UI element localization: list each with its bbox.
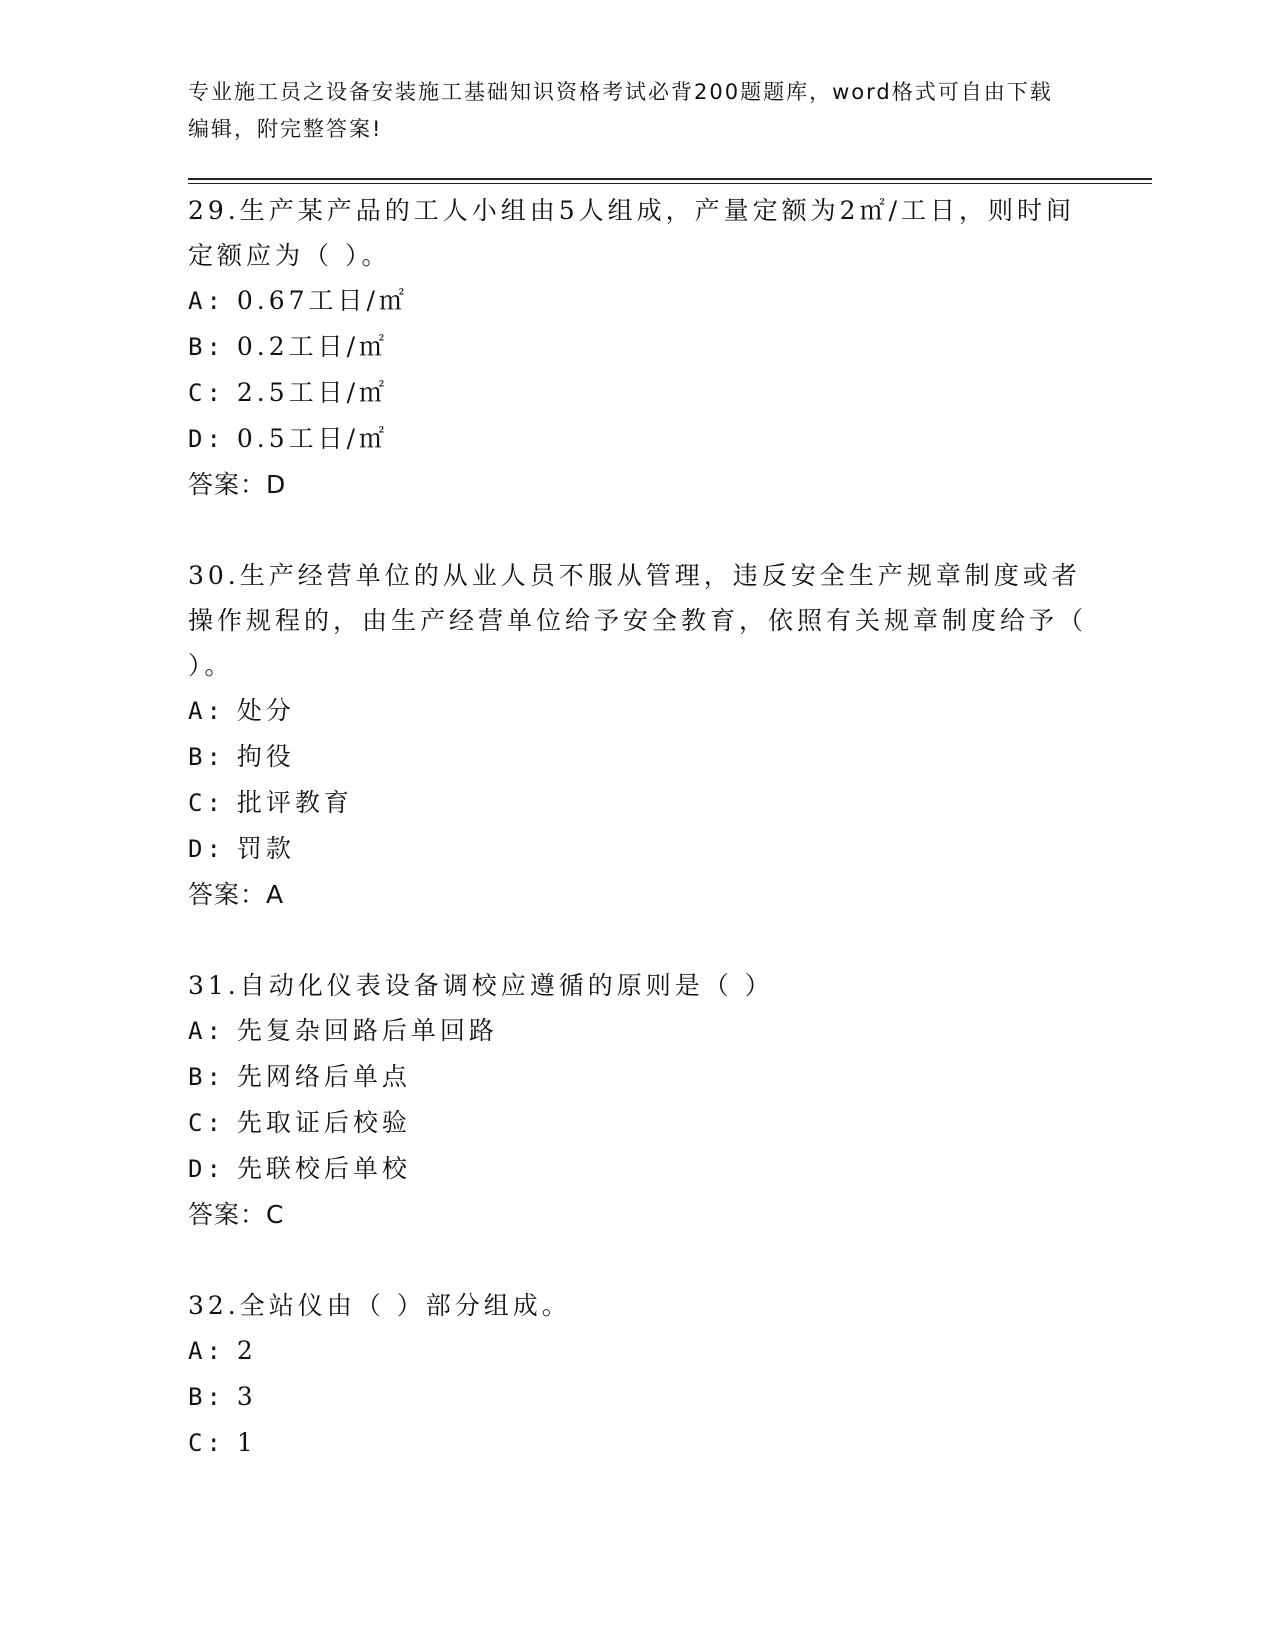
option-a bbox=[188, 1008, 1088, 1054]
option-text: 0.2工日/㎡ bbox=[236, 332, 389, 361]
question-text: 30.生产经营单位的从业人员不服从管理，违反安全生产规章制度或者操作规程的，由生产经营单位给予安全教育，依照有关规章制度给予（ ）。 bbox=[188, 561, 1088, 680]
option-text: 3 bbox=[236, 1382, 257, 1411]
option-letter: D: bbox=[188, 835, 225, 863]
option-c bbox=[188, 370, 1088, 416]
option-text: 2 bbox=[236, 1336, 257, 1365]
question-30 bbox=[188, 553, 1088, 917]
option-text: 拘役 bbox=[236, 742, 295, 771]
option-text: 2.5工日/㎡ bbox=[236, 378, 389, 407]
option-letter: A: bbox=[188, 1017, 225, 1045]
option-letter: C: bbox=[188, 789, 225, 817]
option-letter: D: bbox=[188, 425, 225, 453]
option-text: 罚款 bbox=[236, 834, 295, 863]
option-c bbox=[188, 1100, 1088, 1146]
option-a bbox=[188, 688, 1088, 734]
question-text: 31.自动化仪表设备调校应遵循的原则是（ ） bbox=[188, 971, 774, 1000]
option-text: 0.5工日/㎡ bbox=[236, 424, 389, 453]
option-b bbox=[188, 1374, 1088, 1420]
option-letter: A: bbox=[188, 697, 225, 725]
option-letter: A: bbox=[188, 1337, 225, 1365]
option-b bbox=[188, 734, 1088, 780]
header-rule-thin bbox=[188, 183, 1152, 184]
question-text: 29.生产某产品的工人小组由5人组成，产量定额为2㎡/工日，则时间定额应为（ ）。 bbox=[188, 196, 1075, 270]
option-a bbox=[188, 278, 1088, 324]
option-letter: C: bbox=[188, 379, 225, 407]
option-b bbox=[188, 1054, 1088, 1100]
option-c bbox=[188, 780, 1088, 826]
option-d bbox=[188, 1146, 1088, 1192]
option-d bbox=[188, 826, 1088, 872]
option-text: 先网络后单点 bbox=[236, 1062, 411, 1091]
option-text: 先复杂回路后单回路 bbox=[236, 1016, 498, 1045]
option-c bbox=[188, 1420, 1088, 1466]
option-text: 处分 bbox=[236, 696, 295, 725]
document-header: 专业施工员之设备安装施工基础知识资格考试必背200题题库，word格式可自由下载编辑，附完整答案! bbox=[188, 80, 1053, 141]
option-a bbox=[188, 1328, 1088, 1374]
question-32 bbox=[188, 1283, 1088, 1466]
option-letter: C: bbox=[188, 1429, 225, 1457]
answer-line: 答案：C bbox=[188, 1200, 285, 1229]
option-letter: B: bbox=[188, 743, 225, 771]
option-letter: A: bbox=[188, 287, 225, 315]
option-text: 先取证后校验 bbox=[236, 1108, 411, 1137]
question-list bbox=[188, 188, 1088, 1512]
option-letter: B: bbox=[188, 333, 225, 361]
option-letter: C: bbox=[188, 1109, 225, 1137]
option-text: 批评教育 bbox=[236, 788, 353, 817]
header-rule-thick bbox=[188, 178, 1152, 180]
option-text: 先联校后单校 bbox=[236, 1154, 411, 1183]
option-text: 1 bbox=[236, 1428, 257, 1457]
option-b bbox=[188, 324, 1088, 370]
answer-line: 答案：A bbox=[188, 880, 285, 909]
question-31 bbox=[188, 963, 1088, 1237]
option-letter: B: bbox=[188, 1383, 225, 1411]
option-text: 0.67工日/㎡ bbox=[236, 286, 408, 315]
question-text: 32.全站仪由（ ）部分组成。 bbox=[188, 1291, 571, 1320]
question-29 bbox=[188, 188, 1088, 507]
option-d bbox=[188, 416, 1088, 462]
answer-line: 答案：D bbox=[188, 470, 287, 499]
option-letter: D: bbox=[188, 1155, 225, 1183]
option-letter: B: bbox=[188, 1063, 225, 1091]
